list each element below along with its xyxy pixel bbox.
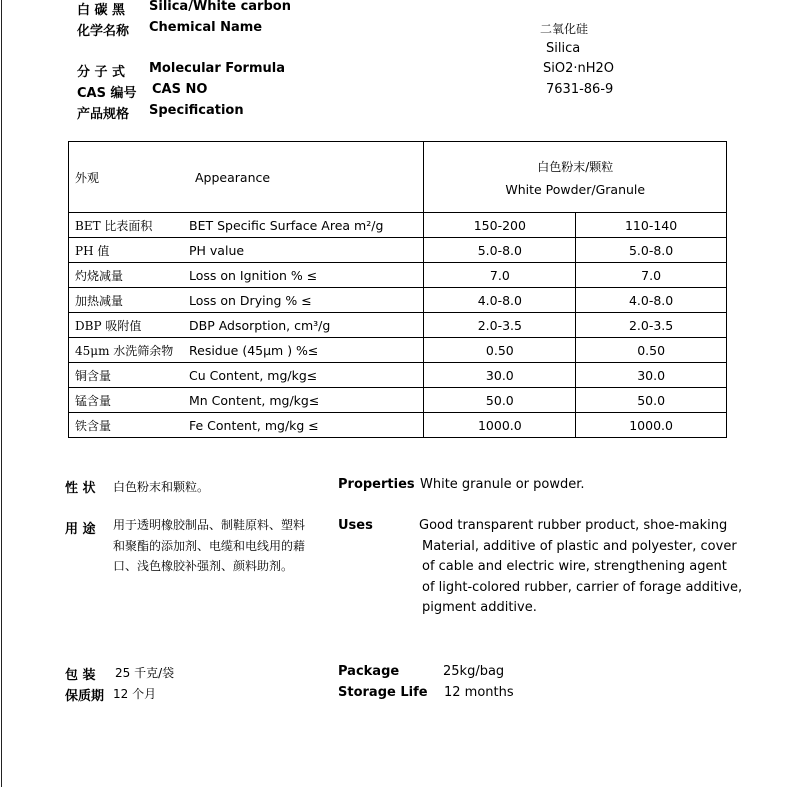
specification-label-en: Specification: [149, 103, 244, 118]
spec-item-cn: 铁含量: [75, 418, 112, 433]
chemical-name-label-cn: 化学名称: [77, 24, 130, 39]
spec-item-en: BET Specific Surface Area m²/g: [189, 217, 384, 233]
spec-value-grade-1: 7.0: [424, 263, 576, 288]
cas-value: 7631-86-9: [546, 82, 614, 97]
spec-item-cell: [69, 413, 424, 438]
spec-value-grade-2: 30.0: [576, 363, 727, 388]
properties-label-cn: 性 状: [65, 481, 96, 496]
spec-value-grade-2: 1000.0: [576, 413, 727, 438]
spec-item-en: PH value: [189, 242, 245, 258]
spec-item-cell: [69, 388, 424, 413]
storage-value-cn: 12 个月: [113, 687, 157, 701]
spec-item-en: Loss on Ignition % ≤: [189, 267, 318, 283]
spec-item-cell: [69, 213, 424, 238]
chemical-name-value-cn: 二氧化硅: [540, 22, 589, 36]
spec-value-grade-2: 50.0: [576, 388, 727, 413]
spec-value-grade-1: 50.0: [424, 388, 576, 413]
spec-item-en: DBP Adsorption, cm³/g: [189, 317, 331, 333]
spec-item-cn: BET 比表面积: [75, 218, 153, 233]
package-label-en: Package: [338, 664, 400, 679]
table-row: [69, 313, 727, 338]
spec-value-grade-1: 0.50: [424, 338, 576, 363]
spec-item-en: Fe Content, mg/kg ≤: [189, 417, 319, 433]
table-row: [69, 413, 727, 438]
table-row: [69, 238, 727, 263]
package-value-en: 25kg/bag: [443, 664, 505, 679]
cas-label-cn: CAS 编号: [77, 86, 137, 101]
spec-value-grade-2: 5.0-8.0: [576, 238, 727, 263]
spec-value-grade-2: 7.0: [576, 263, 727, 288]
package-value-cn: 25 千克/袋: [115, 666, 175, 680]
storage-label-cn: 保质期: [65, 689, 105, 704]
spec-value-grade-2: 4.0-8.0: [576, 288, 727, 313]
table-row: [69, 288, 727, 313]
formula-label-en: Molecular Formula: [149, 61, 285, 76]
appearance-value-cell: [424, 142, 727, 213]
table-row: [69, 338, 727, 363]
uses-line-en: of cable and electric wire, strengthening agent: [422, 559, 727, 574]
spec-item-en: Cu Content, mg/kg≤: [189, 367, 318, 383]
table-row: [69, 213, 727, 238]
spec-item-cell: [69, 288, 424, 313]
uses-line-en: Material, additive of plastic and polyester, cover: [422, 538, 737, 554]
table-row-appearance: [69, 142, 727, 213]
appearance-label-cn: 外观: [75, 170, 100, 185]
specification-label-cn: 产品规格: [77, 107, 130, 122]
appearance-value-en: White Powder/Granule: [505, 181, 646, 197]
spec-rows: [69, 213, 727, 438]
cas-label-en: CAS NO: [152, 82, 208, 97]
spec-value-grade-1: 30.0: [424, 363, 576, 388]
product-name-en: Silica/White carbon: [149, 0, 291, 14]
page-left-border: [1, 0, 2, 787]
spec-item-cn: 加热减量: [75, 293, 124, 308]
uses-label-en: Uses: [338, 518, 373, 533]
uses-line-cn: 用于透明橡胶制品、制鞋原料、塑料: [113, 518, 306, 532]
table-row: [69, 263, 727, 288]
spec-item-cn: DBP 吸附值: [75, 318, 142, 333]
table-row: [69, 363, 727, 388]
package-label-cn: 包 装: [65, 668, 96, 683]
properties-value-cn: 白色粉末和颗粒。: [113, 480, 210, 494]
uses-value-en: [419, 516, 742, 619]
spec-item-cn: 45μm 水洗筛余物: [75, 343, 174, 358]
spec-value-grade-1: 4.0-8.0: [424, 288, 576, 313]
spec-value-grade-1: 2.0-3.5: [424, 313, 576, 338]
spec-item-cell: [69, 263, 424, 288]
spec-item-cell: [69, 238, 424, 263]
uses-line-en: Good transparent rubber product, shoe-making: [419, 518, 728, 533]
uses-line-cn: 口、浅色橡胶补强剂、颜料助剂。: [113, 559, 294, 573]
spec-value-grade-2: 110-140: [576, 213, 727, 238]
spec-item-cell: [69, 363, 424, 388]
spec-item-cn: 灼烧减量: [75, 268, 124, 283]
spec-item-en: Residue (45μm ) %≤: [189, 342, 319, 358]
spec-item-en: Mn Content, mg/kg≤: [189, 392, 320, 408]
properties-value-en: White granule or powder.: [420, 477, 585, 492]
spec-item-cn: 锰含量: [75, 393, 112, 408]
chemical-name-value-en: Silica: [546, 41, 581, 56]
appearance-label-en: Appearance: [195, 169, 271, 185]
specification-table: [68, 141, 727, 438]
spec-value-grade-1: 5.0-8.0: [424, 238, 576, 263]
spec-item-cell: [69, 313, 424, 338]
spec-value-grade-2: 2.0-3.5: [576, 313, 727, 338]
table-row: [69, 388, 727, 413]
uses-value-cn: [113, 515, 305, 577]
spec-item-en: Loss on Drying % ≤: [189, 292, 312, 308]
uses-label-cn: 用 途: [65, 522, 96, 537]
spec-value-grade-2: 0.50: [576, 338, 727, 363]
spec-item-cn: 铜含量: [75, 368, 112, 383]
properties-label-en: Properties: [338, 477, 415, 492]
product-name-cn: 白 碳 黑: [77, 3, 126, 18]
chemical-name-label-en: Chemical Name: [149, 20, 263, 35]
storage-label-en: Storage Life: [338, 685, 428, 700]
storage-value-en: 12 months: [444, 685, 514, 700]
spec-item-cn: PH 值: [75, 243, 110, 258]
formula-label-cn: 分 子 式: [77, 65, 126, 80]
appearance-label-cell: [69, 142, 424, 213]
uses-line-en: pigment additive.: [422, 600, 537, 615]
appearance-value-cn: 白色粉末/颗粒: [537, 159, 614, 174]
spec-value-grade-1: 1000.0: [424, 413, 576, 438]
uses-line-cn: 和聚酯的添加剂、电缆和电线用的藉: [113, 538, 306, 553]
formula-value: SiO2·nH2O: [543, 61, 615, 76]
uses-line-en: of light-colored rubber, carrier of forage additive,: [422, 579, 743, 595]
spec-item-cell: [69, 338, 424, 363]
spec-value-grade-1: 150-200: [424, 213, 576, 238]
